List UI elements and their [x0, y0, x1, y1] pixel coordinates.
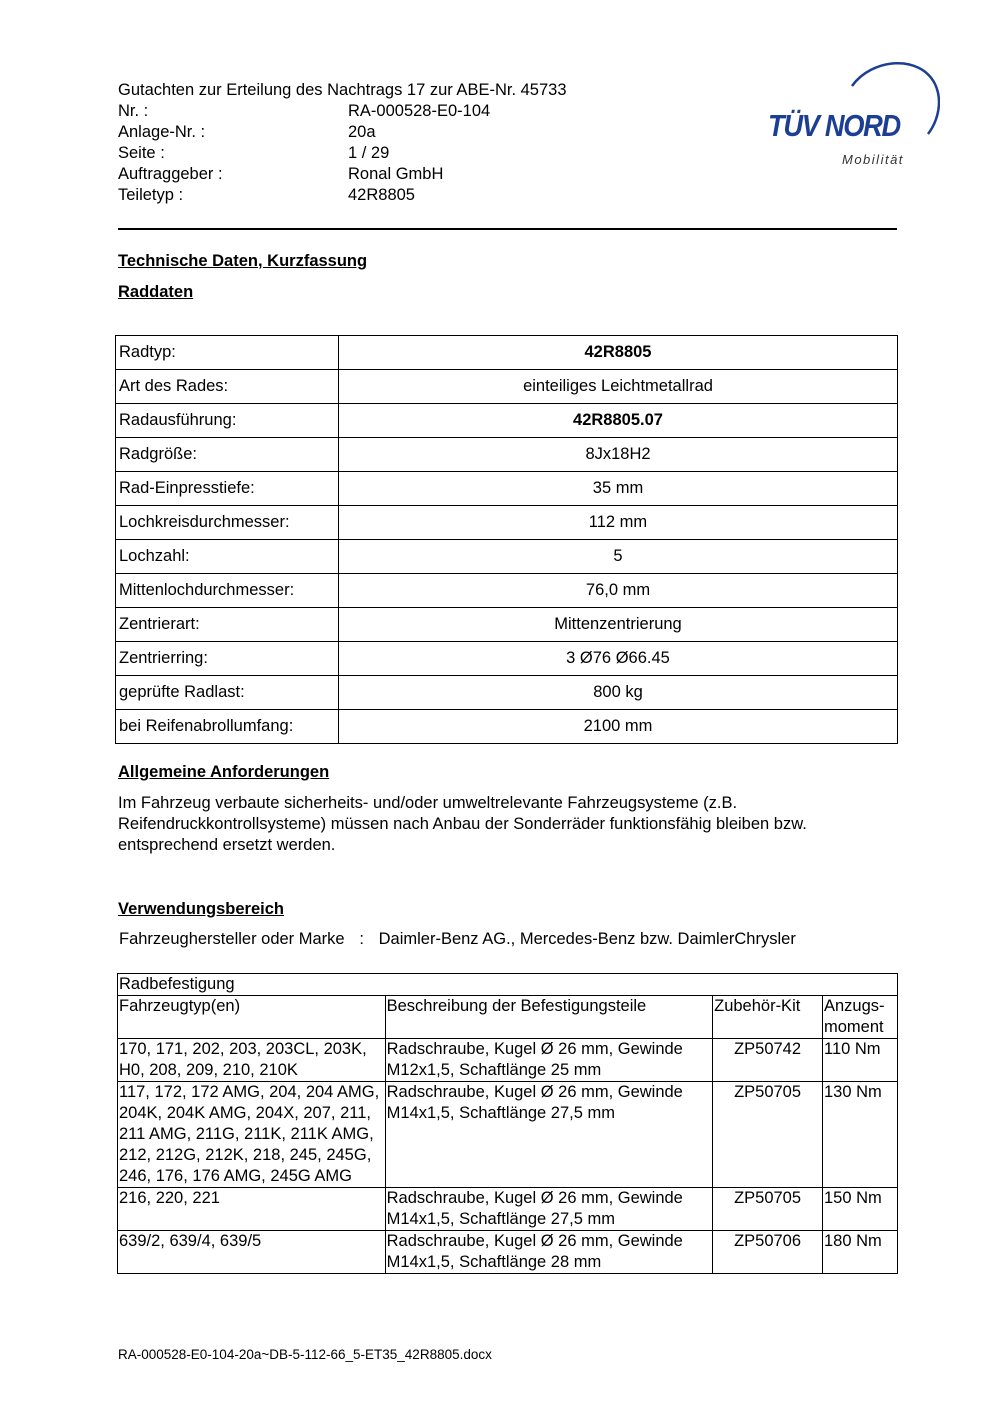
raddaten-value: 76,0 mm	[339, 574, 898, 608]
fahrzeugtyp-cell: 639/2, 639/4, 639/5	[118, 1231, 386, 1274]
anzugsmoment-cell: 130 Nm	[823, 1082, 898, 1188]
anzugsmoment-cell: 180 Nm	[823, 1231, 898, 1274]
radbefestigung-table	[117, 973, 898, 1274]
fahrzeughersteller-sep: :	[359, 930, 364, 948]
fahrzeugtyp-cell: 117, 172, 172 AMG, 204, 204 AMG, 204K, 204K AMG, 204X, 207, 211, 211 AMG, 211G, 211K, 211K AMG, 212, 212G, 212K, 218, 245, 245G, 246, 176, 176 AMG, 245G AMG	[118, 1082, 386, 1188]
header-row-auftraggeber	[118, 164, 567, 185]
raddaten-value: einteiliges Leichtmetallrad	[339, 370, 898, 404]
raddaten-value: 2100 mm	[339, 710, 898, 744]
column-header: Anzugs-moment	[823, 996, 898, 1039]
header-value: RA-000528-E0-104	[348, 102, 491, 120]
column-header: Beschreibung der Befestigungsteile	[385, 996, 712, 1039]
table-title-row	[118, 974, 898, 996]
fahrzeughersteller-label: Fahrzeughersteller oder Marke	[119, 930, 345, 948]
raddaten-key: Lochzahl:	[116, 540, 339, 574]
raddaten-key: Lochkreisdurchmesser:	[116, 506, 339, 540]
header-value: 1 / 29	[348, 144, 390, 162]
heading-verwendungsbereich: Verwendungsbereich	[118, 900, 284, 918]
raddaten-value: 42R8805	[339, 336, 898, 370]
table-row	[118, 1039, 898, 1082]
raddaten-value: 800 kg	[339, 676, 898, 710]
table-header-row	[118, 996, 898, 1039]
heading-technische-daten: Technische Daten, Kurzfassung	[118, 252, 368, 270]
table-row	[118, 1188, 898, 1231]
table-row	[116, 336, 898, 370]
header-value: 42R8805	[348, 186, 415, 204]
fahrzeughersteller-row	[119, 930, 796, 949]
table-row	[116, 608, 898, 642]
raddaten-key: Rad-Einpresstiefe:	[116, 472, 339, 506]
table-row	[116, 404, 898, 438]
table-row	[116, 710, 898, 744]
header-value: Ronal GmbH	[348, 165, 444, 183]
anzugsmoment-cell: 150 Nm	[823, 1188, 898, 1231]
raddaten-table	[115, 335, 898, 744]
table-row	[116, 642, 898, 676]
header-label: Teiletyp :	[118, 186, 184, 204]
heading-allgemeine-anforderungen: Allgemeine Anforderungen	[118, 763, 330, 781]
raddaten-key: Radtyp:	[116, 336, 339, 370]
raddaten-value: 35 mm	[339, 472, 898, 506]
beschreibung-cell: Radschraube, Kugel Ø 26 mm, Gewinde M14x1,5, Schaftlänge 28 mm	[385, 1231, 712, 1274]
logo-wordmark: TÜV NORD	[768, 108, 900, 143]
beschreibung-cell: Radschraube, Kugel Ø 26 mm, Gewinde M12x1,5, Schaftlänge 25 mm	[385, 1039, 712, 1082]
raddaten-key: Art des Rades:	[116, 370, 339, 404]
anzugsmoment-cell: 110 Nm	[823, 1039, 898, 1082]
report-title: Gutachten zur Erteilung des Nachtrags 17 zur ABE-Nr. 45733	[118, 81, 567, 99]
fahrzeughersteller-value: Daimler-Benz AG., Mercedes-Benz bzw. DaimlerChrysler	[378, 930, 796, 948]
header-row-teiletyp	[118, 185, 567, 206]
zubehoer-kit-cell: ZP50706	[713, 1231, 823, 1274]
allgemeine-text: Im Fahrzeug verbaute sicherheits- und/oder umweltrelevante Fahrzeugsysteme (z.B. Reifendruckkontrollsysteme) müssen nach Anbau der Sonderräder funktionsfähig bleiben bzw. entsprechend ersetzt werden.	[118, 794, 807, 854]
header-value: 20a	[348, 123, 376, 141]
table-row	[116, 676, 898, 710]
zubehoer-kit-cell: ZP50705	[713, 1082, 823, 1188]
header-label: Seite :	[118, 144, 165, 162]
radbefestigung-title: Radbefestigung	[118, 974, 898, 996]
fahrzeugtyp-cell: 170, 171, 202, 203, 203CL, 203K, H0, 208, 209, 210, 210K	[118, 1039, 386, 1082]
header-divider	[118, 228, 897, 230]
header-label: Auftraggeber :	[118, 165, 223, 183]
raddaten-key: geprüfte Radlast:	[116, 676, 339, 710]
header-label: Anlage-Nr. :	[118, 123, 206, 141]
zubehoer-kit-cell: ZP50705	[713, 1188, 823, 1231]
raddaten-value: 8Jx18H2	[339, 438, 898, 472]
raddaten-key: Zentrierring:	[116, 642, 339, 676]
table-row	[118, 1231, 898, 1274]
fahrzeugtyp-cell: 216, 220, 221	[118, 1188, 386, 1231]
raddaten-key: Radausführung:	[116, 404, 339, 438]
table-row	[116, 370, 898, 404]
table-row	[116, 438, 898, 472]
column-header: Zubehör-Kit	[713, 996, 823, 1039]
tuev-nord-logo	[760, 56, 940, 176]
header-row-anlage	[118, 122, 567, 143]
raddaten-key: Mittenlochdurchmesser:	[116, 574, 339, 608]
raddaten-value: Mittenzentrierung	[339, 608, 898, 642]
beschreibung-cell: Radschraube, Kugel Ø 26 mm, Gewinde M14x1,5, Schaftlänge 27,5 mm	[385, 1082, 712, 1188]
table-row	[116, 574, 898, 608]
header-label: Nr. :	[118, 102, 149, 120]
document-header	[118, 80, 567, 206]
table-row	[118, 1082, 898, 1188]
header-row-seite	[118, 143, 567, 164]
zubehoer-kit-cell: ZP50742	[713, 1039, 823, 1082]
table-row	[116, 540, 898, 574]
heading-raddaten: Raddaten	[118, 283, 194, 301]
logo-subtitle: Mobilität	[842, 152, 904, 167]
raddaten-key: Zentrierart:	[116, 608, 339, 642]
header-row-nr	[118, 101, 567, 122]
raddaten-value: 42R8805.07	[339, 404, 898, 438]
raddaten-value: 5	[339, 540, 898, 574]
raddaten-key: Radgröße:	[116, 438, 339, 472]
table-row	[116, 506, 898, 540]
raddaten-key: bei Reifenabrollumfang:	[116, 710, 339, 744]
table-row	[116, 472, 898, 506]
raddaten-value: 3 Ø76 Ø66.45	[339, 642, 898, 676]
beschreibung-cell: Radschraube, Kugel Ø 26 mm, Gewinde M14x1,5, Schaftlänge 27,5 mm	[385, 1188, 712, 1231]
raddaten-value: 112 mm	[339, 506, 898, 540]
footer-filename: RA-000528-E0-104-20a~DB-5-112-66_5-ET35_42R8805.docx	[118, 1347, 492, 1362]
column-header: Fahrzeugtyp(en)	[118, 996, 386, 1039]
